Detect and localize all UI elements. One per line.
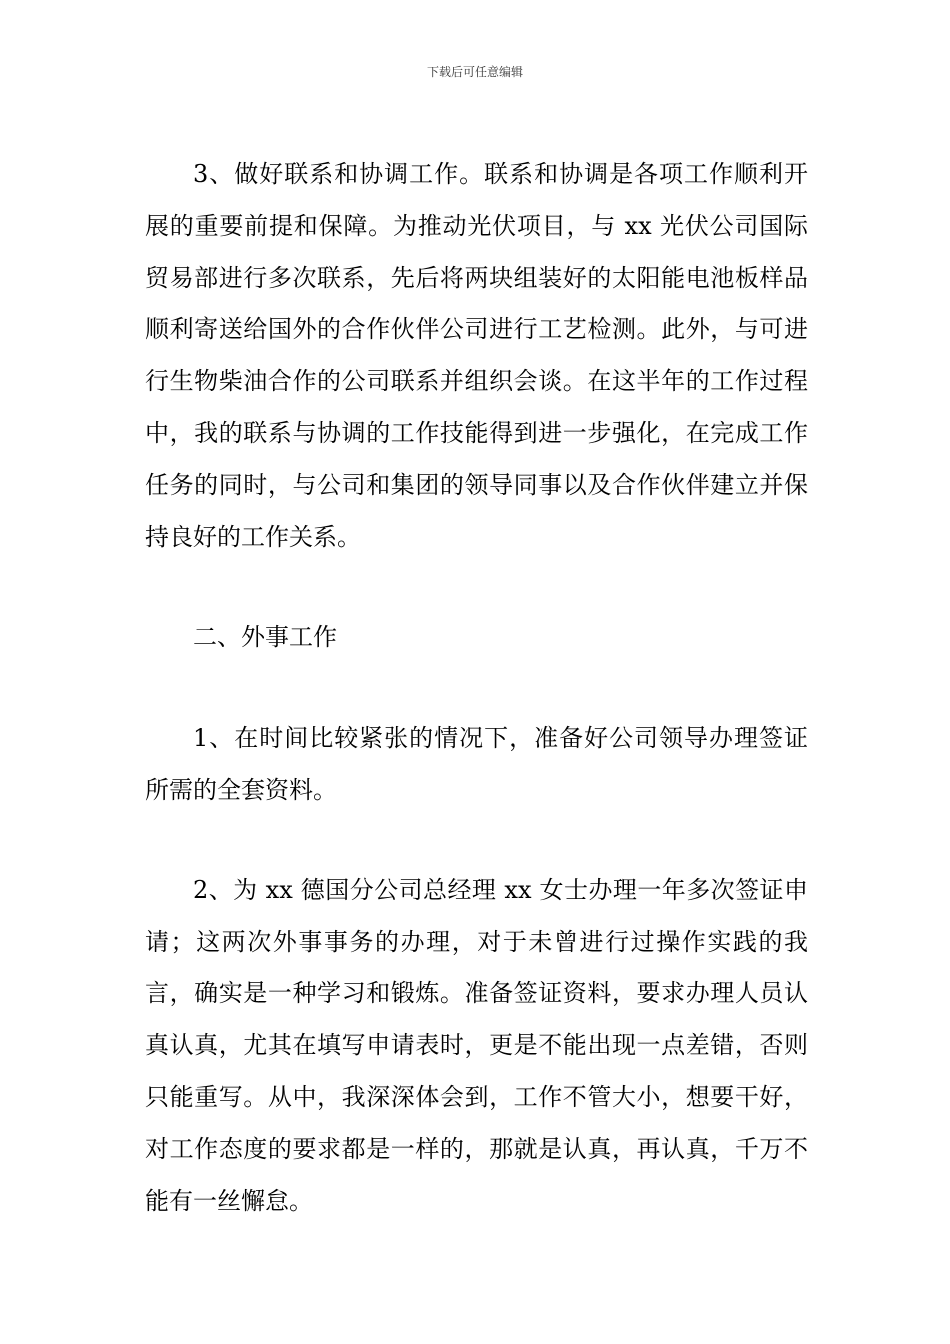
paragraph-spacer	[145, 664, 808, 713]
document-body	[145, 149, 808, 1227]
page-header: 下载后可任意编辑	[426, 65, 523, 79]
section-heading-foreign-affairs: 二、外事工作	[193, 623, 337, 652]
paragraph-coordination: 3、做好联系和协调工作。联系和协调是各项工作顺利开展的重要前提和保障。为推动光伏项目，与 xx 光伏公司国际贸易部进行多次联系，先后将两块组装好的太阳能电池板样品顺利寄送给国外的合作伙伴公司进行工艺检测。此外，与可进行生物柴油合作的公司联系并组织会谈。在这半年的工作过程中，我的联系与协调的工作技能得到进一步强化，在完成工作任务的同时，与公司和集团的领导同事以及合作伙伴建立并保持良好的工作关系。	[145, 160, 808, 551]
paragraph-visa-materials: 1、在时间比较紧张的情况下，准备好公司领导办理签证所需的全套资料。	[145, 724, 808, 804]
paragraph-spacer	[145, 563, 808, 612]
paragraph-visa-application: 2、为 xx 德国分公司总经理 xx 女士办理一年多次签证申请；这两次外事事务的办理，对于未曾进行过操作实践的我言，确实是一种学习和锻炼。准备签证资料，要求办理人员认真认真，尤其在填写申请表时，更是不能出现一点差错，否则只能重写。从中，我深深体会到，工作不管大小，想要干好，对工作态度的要求都是一样的，那就是认真，再认真，千万不能有一丝懈怠。	[145, 875, 808, 1215]
paragraph-spacer	[145, 817, 808, 865]
